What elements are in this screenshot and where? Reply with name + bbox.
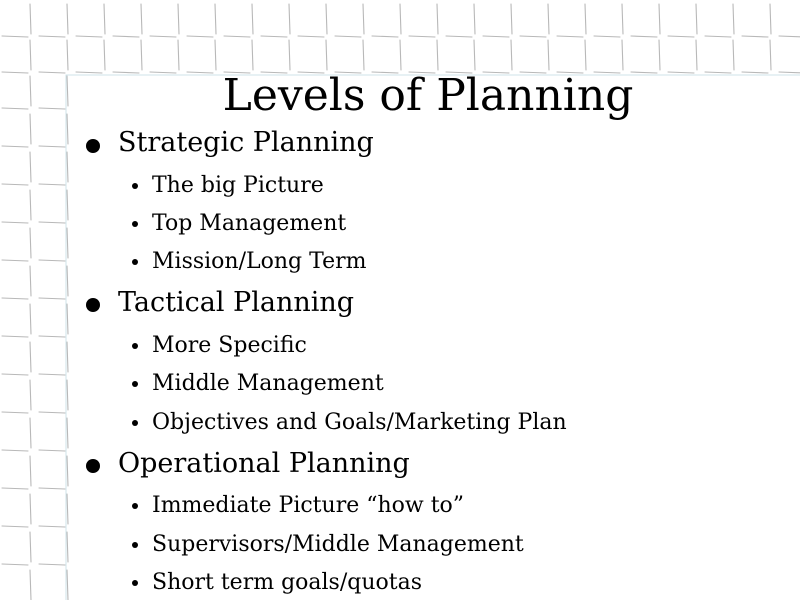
section-heading-strategic: Strategic Planning (118, 127, 374, 158)
sub-bullet-icon (132, 420, 138, 426)
bullet-icon (86, 298, 100, 312)
sub-bullet-icon (132, 183, 138, 189)
list-item: The big Picture (152, 173, 324, 198)
sub-bullet-icon (132, 259, 138, 265)
list-item: Short term goals/quotas (152, 570, 422, 595)
sub-bullet-icon (132, 343, 138, 349)
list-item: Immediate Picture “how to” (152, 493, 465, 518)
sub-bullet-icon (132, 503, 138, 509)
list-item: More Specific (152, 333, 307, 358)
sub-bullet-icon (132, 542, 138, 548)
bullet-icon (86, 459, 100, 473)
list-item: Supervisors/Middle Management (152, 532, 524, 557)
sub-bullet-icon (132, 580, 138, 586)
slide-title: Levels of Planning (222, 70, 634, 121)
list-item: Objectives and Goals/Marketing Plan (152, 410, 567, 435)
section-heading-tactical: Tactical Planning (118, 287, 355, 318)
list-item: Mission/Long Term (152, 249, 367, 274)
list-item: Top Management (152, 211, 347, 236)
section-heading-operational: Operational Planning (118, 448, 410, 479)
bullet-icon (86, 139, 100, 153)
sub-bullet-icon (132, 381, 138, 387)
sub-bullet-icon (132, 221, 138, 227)
list-item: Middle Management (152, 371, 384, 396)
